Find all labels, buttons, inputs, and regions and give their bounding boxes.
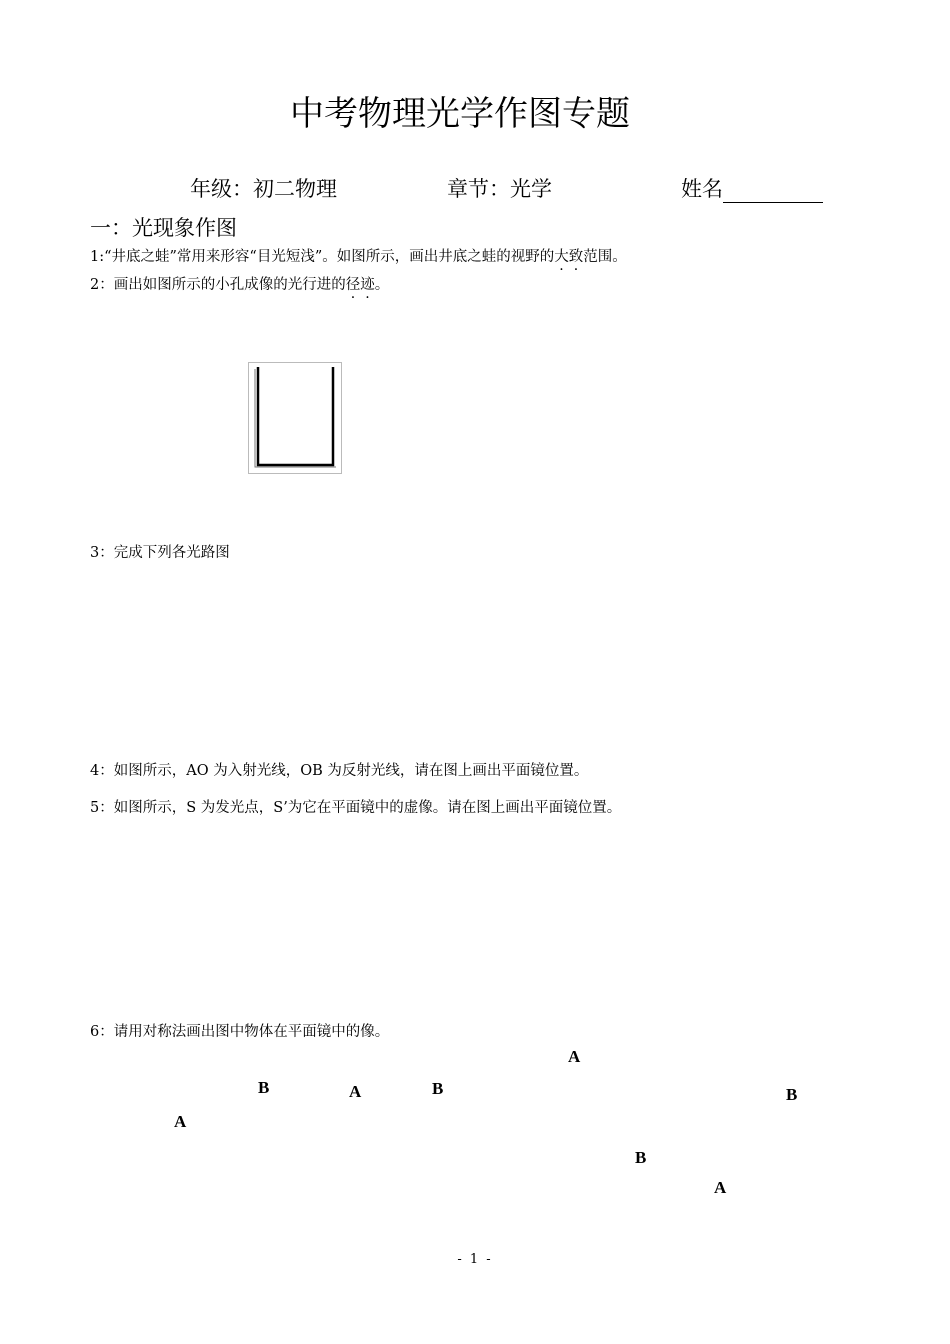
point-label-a: A [714, 1178, 727, 1197]
page-number: - 1 - [457, 1252, 493, 1267]
name-label: 姓名 [681, 177, 723, 201]
question-1-text: 1:“井底之蛙”常用来形容“目光短浅”。如图所示，画出井底之蛙的视野的 [90, 249, 555, 265]
grade-label: 年级：初二物理 [190, 177, 337, 201]
point-label-b: B [432, 1079, 444, 1098]
well-drawing [249, 363, 341, 473]
well-figure [248, 362, 342, 474]
chapter-label: 章节：光学 [447, 177, 552, 201]
name-field [681, 173, 823, 203]
section-heading: 一：光现象作图 [90, 216, 237, 240]
emphasis-char: 径 [345, 277, 361, 293]
question-2 [90, 273, 389, 294]
question-6: 6：请用对称法画出图中物体在平面镜中的像。 [90, 1024, 390, 1040]
point-label-a: A [349, 1082, 362, 1101]
question-4: 4：如图所示，AO 为入射光线，OB 为反射光线，请在图上画出平面镜位置。 [90, 763, 589, 779]
name-blank [723, 182, 823, 203]
question-1-end: 范围。 [583, 249, 627, 265]
emphasis-char: 大 [554, 249, 569, 265]
question-3: 3：完成下列各光路图 [90, 545, 230, 561]
question-5: 5：如图所示，S 为发光点，S’为它在平面镜中的虚像。请在图上画出平面镜位置。 [90, 800, 622, 816]
question-2-end: 。 [374, 277, 390, 293]
point-label-b: B [258, 1078, 270, 1097]
point-label-a: A [568, 1047, 581, 1066]
emphasis-char: 致 [568, 249, 584, 265]
question-1 [90, 245, 627, 266]
question-2-text: 2：画出如图所示的小孔成像的光行进的 [90, 277, 346, 293]
emphasis-char: 迹 [360, 277, 375, 293]
page-title: 中考物理光学作图专题 [290, 94, 630, 134]
point-label-b: B [635, 1148, 647, 1167]
point-label-a: A [174, 1112, 187, 1131]
point-label-b: B [786, 1085, 798, 1104]
